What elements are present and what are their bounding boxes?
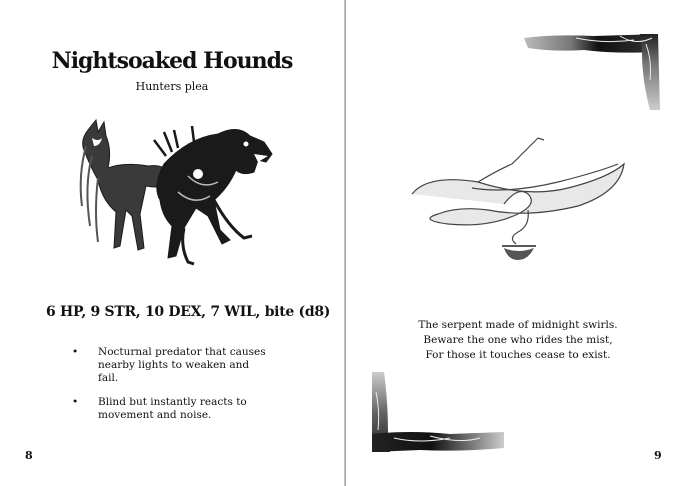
creature-stats: 6 HP, 9 STR, 10 DEX, 7 WIL, bite (d8) [46,304,331,320]
trait-text: Nocturnal predator that causes nearby lights to weaken and fail. [98,346,266,384]
page-number: 9 [654,449,662,462]
page-title: Nightsoaked Hounds [51,48,293,74]
verse-line: The serpent made of midnight swirls. [418,319,618,331]
two-hounds-ink-illustration [68,116,282,278]
left-page [0,0,344,486]
serpent-lamp-ink-illustration [408,134,630,264]
right-page [346,0,690,486]
ink-brush-corner-icon [524,30,660,112]
verse-line: Beware the one who rides the mist, [423,334,613,346]
verse-line: For those it touches cease to exist. [425,349,611,361]
page-number: 8 [25,449,33,462]
trait-list [72,346,272,433]
verse-block [346,318,690,363]
bullet-icon: • [72,346,79,358]
list-item [72,396,272,422]
list-item [72,346,272,385]
bullet-icon: • [72,396,79,408]
trait-text: Blind but instantly reacts to movement and noise. [98,396,247,421]
ink-brush-corner-icon [370,372,506,454]
page-subtitle: Hunters plea [135,80,209,93]
